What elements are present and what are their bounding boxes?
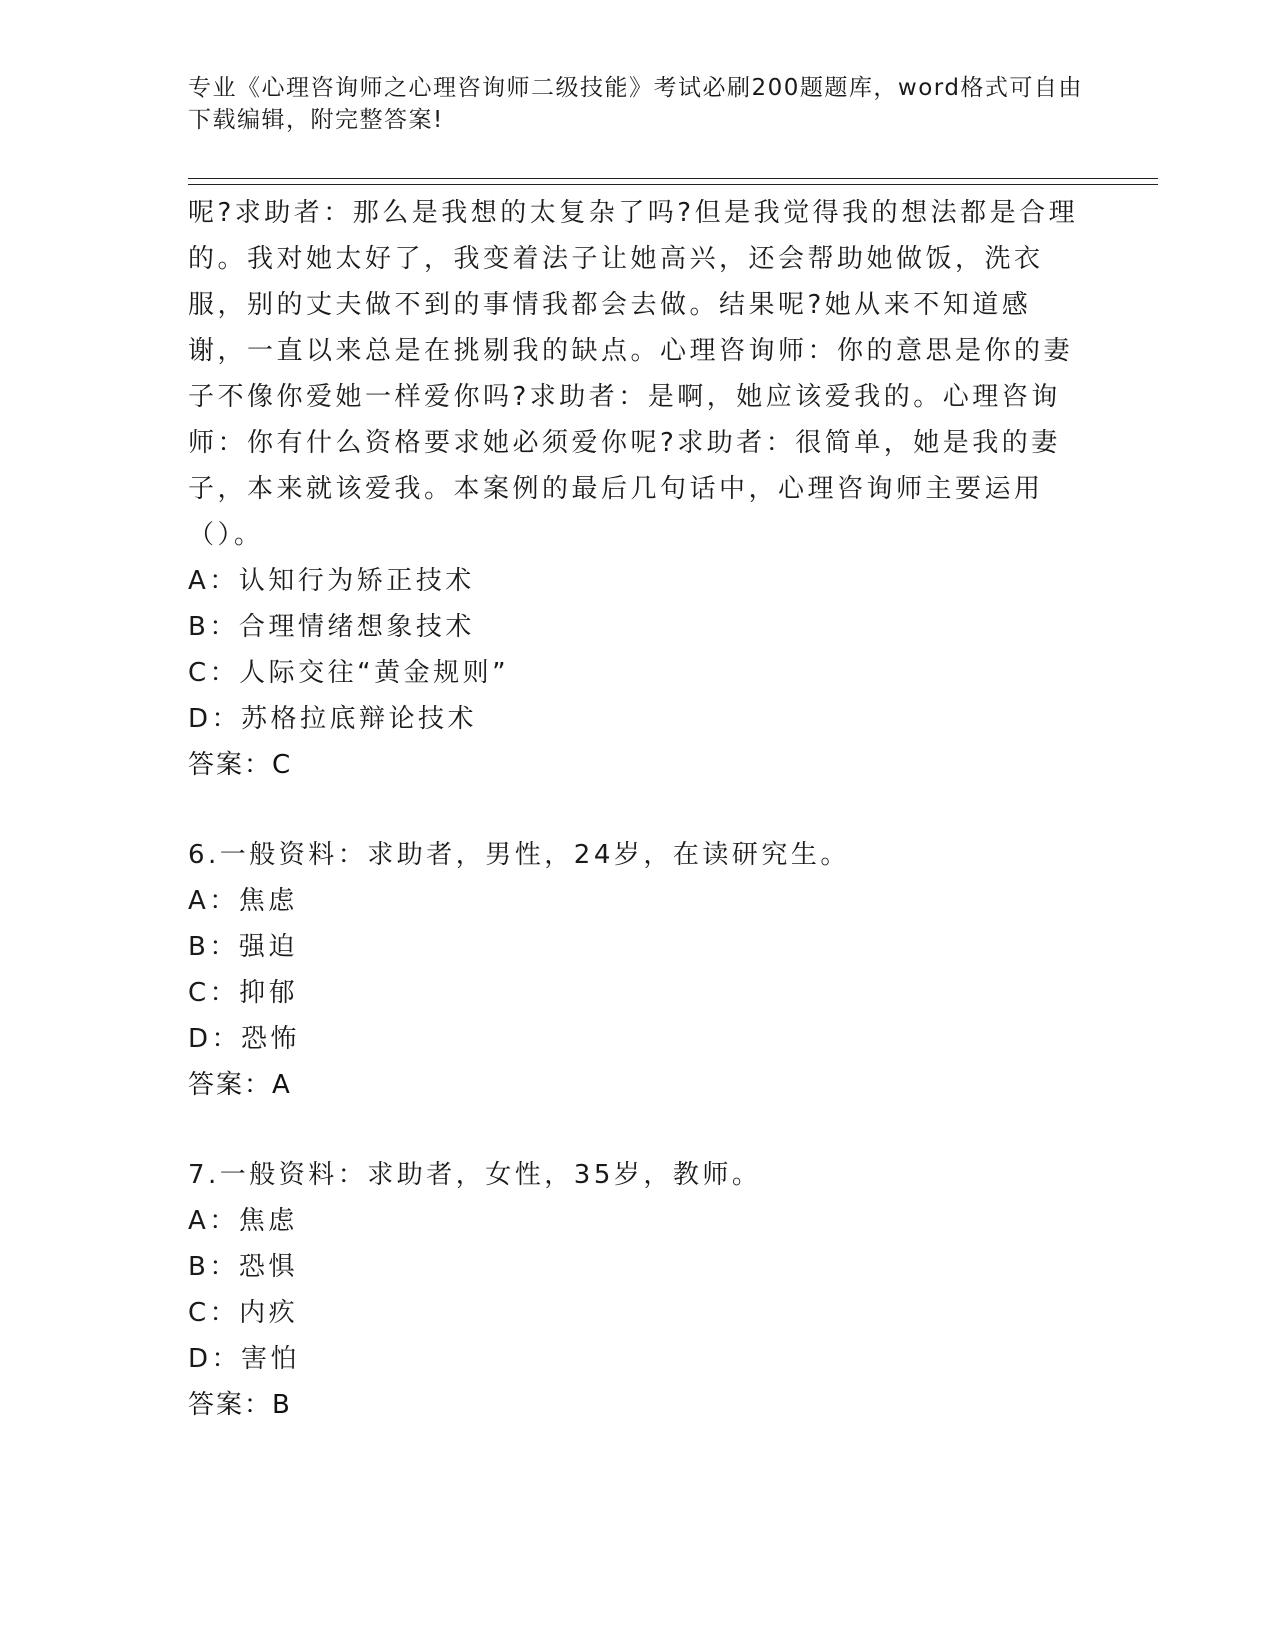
question-list: [188, 190, 1088, 1428]
option-d: D：恐怖: [188, 1024, 301, 1054]
document-header: [188, 72, 1088, 136]
option-c: C：抑郁: [188, 978, 299, 1008]
option-b: B：合理情绪想象技术: [188, 612, 475, 642]
header-divider-bottom: [188, 184, 1158, 185]
answer-line: 答案：B: [188, 1390, 292, 1420]
option-d: D：苏格拉底辩论技术: [188, 704, 478, 734]
question-stem: 呢?求助者：那么是我想的太复杂了吗?但是我觉得我的想法都是合理的。我对她太好了，我变着法子让她高兴，还会帮助她做饭，洗衣服，别的丈夫做不到的事情我都会去做。结果呢?她从来不知道感谢，一直以来总是在挑剔我的缺点。心理咨询师：你的意思是你的妻子不像你爱她一样爱你吗?求助者：是啊，她应该爱我的。心理咨询师：你有什么资格要求她必须爱你呢?求助者：很简单，她是我的妻子，本来就该爱我。本案例的最后几句话中，心理咨询师主要运用（）。: [188, 198, 1079, 550]
answer-line: 答案：C: [188, 750, 293, 780]
document-title: 专业《心理咨询师之心理咨询师二级技能》考试必刷200题题库，word格式可自由下载编辑，附完整答案!: [188, 75, 1083, 133]
option-a: A：焦虑: [188, 886, 298, 916]
answer-line: 答案：A: [188, 1070, 292, 1100]
question-block-7: [188, 1152, 1088, 1428]
option-c: C：人际交往“黄金规则”: [188, 658, 510, 688]
option-a: A：焦虑: [188, 1206, 298, 1236]
option-b: B：强迫: [188, 932, 298, 962]
spacer: [188, 788, 1088, 832]
question-stem: 7.一般资料：求助者，女性，35岁，教师。: [188, 1160, 762, 1190]
option-c: C：内疚: [188, 1298, 299, 1328]
option-a: A：认知行为矫正技术: [188, 566, 475, 596]
question-block-6: [188, 832, 1088, 1108]
option-d: D：害怕: [188, 1344, 301, 1374]
option-b: B：恐惧: [188, 1252, 298, 1282]
question-block-5: [188, 190, 1088, 788]
header-divider-top: [188, 178, 1158, 179]
spacer: [188, 1108, 1088, 1152]
question-stem: 6.一般资料：求助者，男性，24岁，在读研究生。: [188, 840, 850, 870]
